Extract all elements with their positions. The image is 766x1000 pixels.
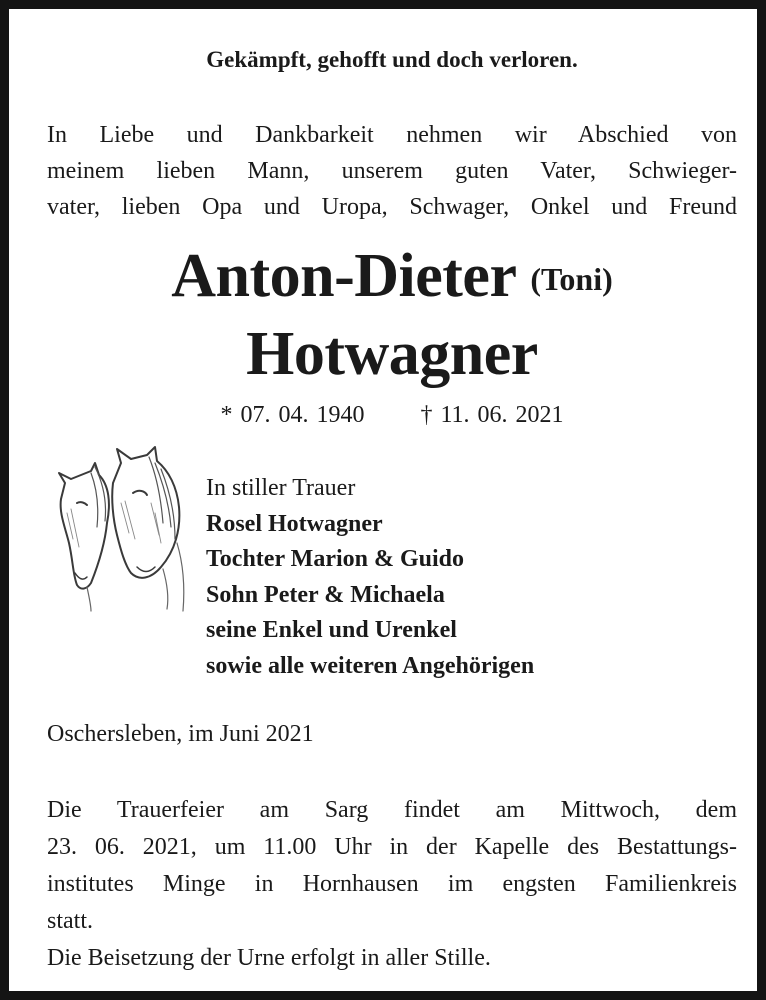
life-dates: [9, 402, 766, 429]
mourner-name: sowie alle weiteren Angehörigen: [206, 652, 535, 679]
deceased-first-name: Anton-Dieter: [171, 242, 516, 310]
place-date: Oschersleben, im Juni 2021: [47, 721, 314, 747]
deceased-nickname: (Toni): [530, 261, 613, 297]
funeral-notice: [47, 792, 737, 977]
intro-line: meinem lieben Mann, unserem guten Vater, Schwieger-: [47, 158, 737, 184]
mourner-name: Rosel Hotwagner: [206, 510, 383, 537]
mourners-block: [206, 471, 534, 684]
deceased-first-name-line: [9, 241, 766, 314]
notice-line: Die Trauerfeier am Sarg findet am Mittwoch, dem: [47, 797, 737, 823]
intro-text: [47, 117, 737, 225]
notice-line: 23. 06. 2021, um 11.00 Uhr in der Kapelle des Bestattungs-: [47, 834, 737, 860]
mourners-heading: In stiller Trauer: [206, 475, 356, 501]
intro-line: In Liebe und Dankbarkeit nehmen wir Abschied von: [47, 122, 737, 148]
deceased-last-name: Hotwagner: [246, 320, 538, 388]
horses-sketch-icon: [51, 443, 189, 613]
motto-heading: Gekämpft, gehofft und doch verloren.: [206, 47, 578, 72]
notice-line: institutes Minge in Hornhausen im engsten Familienkreis: [47, 871, 737, 897]
birth-date: * 07. 04. 1940: [220, 402, 365, 428]
mourner-name: Tochter Marion & Guido: [206, 546, 465, 572]
mourner-name: seine Enkel und Urenkel: [206, 617, 457, 643]
notice-line: Die Beisetzung der Urne erfolgt in aller Stille.: [47, 945, 491, 971]
death-date: † 11. 06. 2021: [420, 402, 564, 428]
intro-line: vater, lieben Opa und Uropa, Schwager, Onkel und Freund: [47, 194, 737, 220]
mourner-name: Sohn Peter & Michaela: [206, 581, 445, 608]
notice-line: statt.: [47, 908, 93, 934]
